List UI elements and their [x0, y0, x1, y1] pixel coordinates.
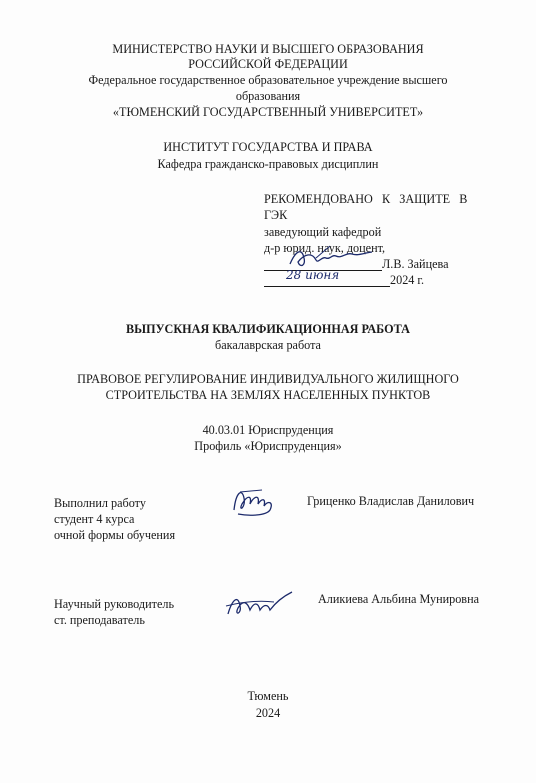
- supervisor-name: Аликиева Альбина Мунировна: [318, 592, 479, 606]
- supervisor-label-line-1: Научный руководитель: [54, 597, 175, 611]
- work-title-line-2: СТРОИТЕЛЬСТВА НА ЗЕМЛЯХ НАСЕЛЕННЫХ ПУНКТОВ: [105, 388, 431, 402]
- approval-degree: д-р юрид. наук, доцент,: [264, 241, 386, 255]
- approval-head-title: заведующий кафедрой: [264, 225, 382, 239]
- author-label-line-2: студент 4 курса: [54, 512, 135, 526]
- institution-line-1: Федеральное государственное образовательное учреждение высшего: [88, 73, 448, 87]
- work-type: ВЫПУСКНАЯ КВАЛИФИКАЦИОННАЯ РАБОТА: [126, 322, 410, 336]
- approval-recommended-line-1: РЕКОМЕНДОВАНО К ЗАЩИТЕ В: [264, 192, 468, 206]
- supervisor-label-line-2: ст. преподаватель: [54, 613, 145, 627]
- author-label-line-3: очной формы обучения: [54, 528, 176, 542]
- footer-year: 2024: [255, 706, 281, 720]
- author-label-line-1: Выполнил работу: [54, 496, 146, 510]
- department-name: Кафедра гражданско-правовых дисциплин: [157, 157, 379, 171]
- author-name: Гриценко Владислав Данилович: [307, 494, 475, 508]
- university-name: «ТЮМЕНСКИЙ ГОСУДАРСТВЕННЫЙ УНИВЕРСИТЕТ»: [112, 105, 424, 119]
- ministry-line-1: МИНИСТЕРСТВО НАУКИ И ВЫСШЕГО ОБРАЗОВАНИЯ: [112, 42, 424, 56]
- ministry-line-2: РОССИЙСКОЙ ФЕДЕРАЦИИ: [188, 57, 348, 71]
- work-title-line-1: ПРАВОВОЕ РЕГУЛИРОВАНИЕ ИНДИВИДУАЛЬНОГО ЖИЛИЩНОГО: [77, 372, 459, 386]
- approval-name: Л.В. Зайцева: [382, 257, 449, 271]
- handwritten-date: 28 июня: [286, 268, 340, 282]
- institute-name: ИНСТИТУТ ГОСУДАРСТВА И ПРАВА: [163, 140, 373, 154]
- specialty-code: 40.03.01 Юриспруденция: [202, 423, 334, 437]
- profile: Профиль «Юриспруденция»: [194, 439, 342, 453]
- approval-recommended-line-2: ГЭК: [264, 208, 288, 222]
- footer-city: Тюмень: [247, 689, 289, 703]
- signature-gritsenko: [228, 482, 284, 522]
- signature-alikieva: [222, 586, 312, 622]
- work-level: бакалаврская работа: [215, 338, 321, 352]
- institution-line-2: образования: [235, 89, 301, 103]
- approval-year: 2024 г.: [390, 273, 425, 287]
